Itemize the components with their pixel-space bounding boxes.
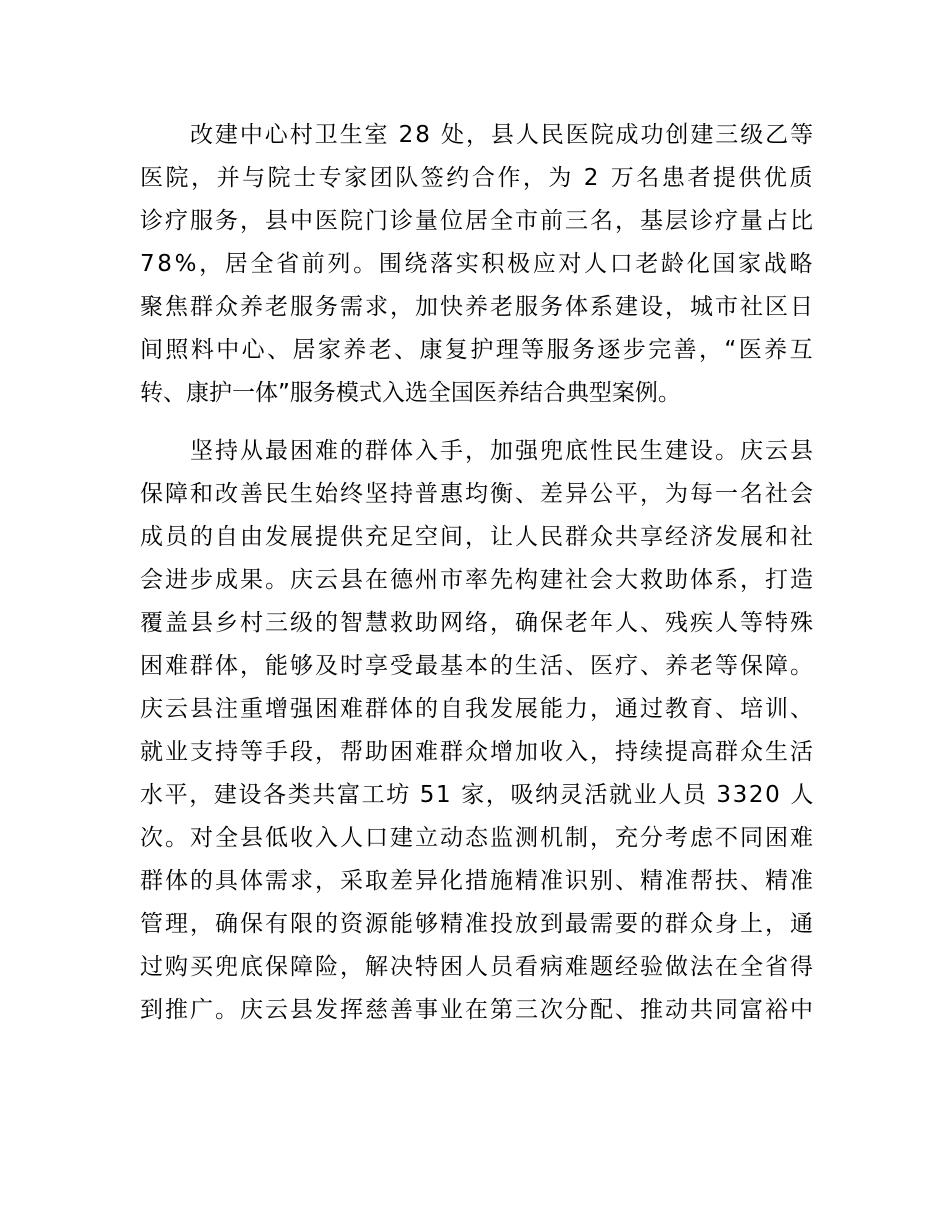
paragraph-2-line-5: 覆盖县乡村三级的智慧救助网络，确保老年人、残疾人等特殊: [140, 610, 815, 636]
paragraph-1-line-7: 转、康护一体”服务模式入选全国医养结合典型案例。: [140, 380, 681, 406]
paragraph-2-line-12: 管理，确保有限的资源能够精准投放到最需要的群众身上，通: [140, 911, 815, 937]
paragraph-2-line-13: 过购买兜底保障险，解决特困人员看病难题经验做法在全省得: [140, 954, 815, 980]
paragraph-2-line-6: 困难群体，能够及时享受最基本的生活、医疗、养老等保障。: [140, 653, 815, 679]
paragraph-2-line-10: 次。对全县低收入人口建立动态监测机制，充分考虑不同困难: [140, 825, 815, 851]
paragraph-2-line-9: 水平，建设各类共富工坊 51 家，吸纳灵活就业人员 3320 人: [140, 782, 815, 808]
paragraph-2-line-2: 保障和改善民生始终坚持普惠均衡、差异公平，为每一名社会: [140, 481, 815, 507]
paragraph-1-line-2: 医院，并与院士专家团队签约合作，为 2 万名患者提供优质: [140, 165, 815, 191]
paragraph-2-line-7: 庆云县注重增强困难群体的自我发展能力，通过教育、培训、: [140, 696, 815, 722]
paragraph-1-line-5: 聚焦群众养老服务需求，加快养老服务体系建设，城市社区日: [140, 294, 815, 320]
paragraph-2-line-11: 群体的具体需求，采取差异化措施精准识别、精准帮扶、精准: [140, 868, 815, 894]
paragraph-2-line-4: 会进步成果。庆云县在德州市率先构建社会大救助体系，打造: [140, 567, 815, 593]
paragraph-2-line-3: 成员的自由发展提供充足空间，让人民群众共享经济发展和社: [140, 524, 815, 550]
paragraph-2-line-8: 就业支持等手段，帮助困难群众增加收入，持续提高群众生活: [140, 739, 815, 765]
paragraph-2-line-14: 到推广。庆云县发挥慈善事业在第三次分配、推动共同富裕中: [140, 997, 815, 1023]
paragraph-1-line-4: 78%，居全省前列。围绕落实积极应对人口老龄化国家战略: [140, 251, 816, 277]
paragraph-1-line-3: 诊疗服务，县中医院门诊量位居全市前三名，基层诊疗量占比: [140, 208, 815, 234]
paragraph-2-line-1: 坚持从最困难的群体入手，加强兜底性民生建设。庆云县: [190, 438, 815, 464]
paragraph-1-line-6: 间照料中心、居家养老、康复护理等服务逐步完善，“医养互: [140, 337, 815, 363]
paragraph-1-line-1: 改建中心村卫生室 28 处，县人民医院成功创建三级乙等: [190, 122, 815, 148]
